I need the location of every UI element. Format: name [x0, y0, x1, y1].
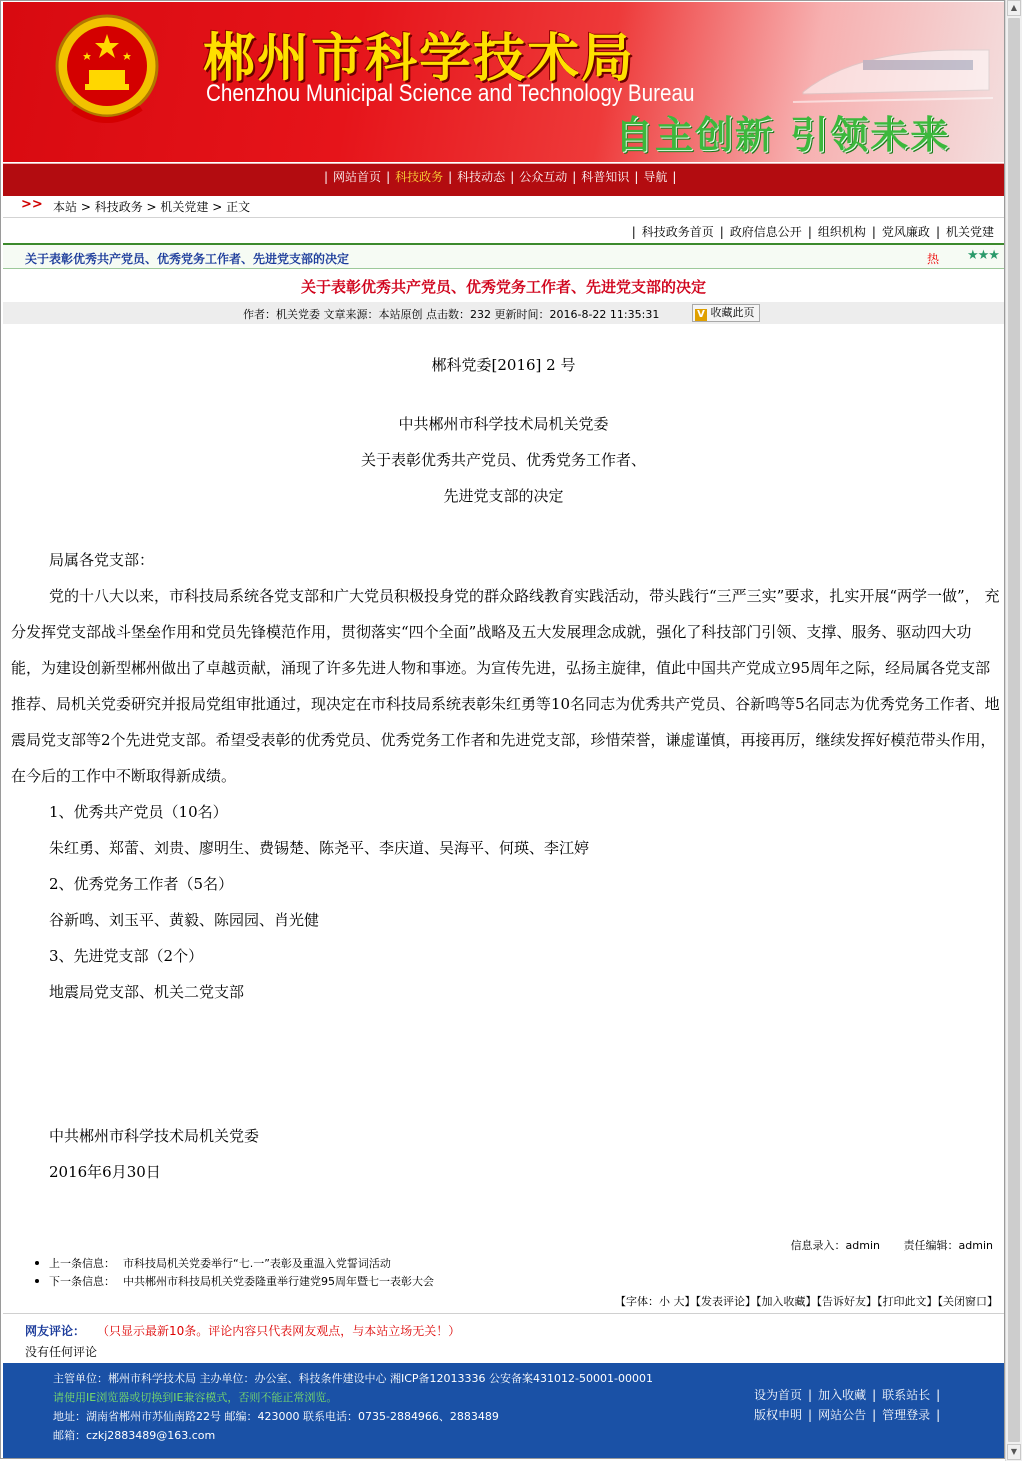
- nav-separator: |: [324, 170, 329, 184]
- comments-section: [3, 1313, 1004, 1364]
- bookmark-label: 收藏此页: [710, 306, 755, 319]
- list1-names: 朱红勇、郑蕾、刘贵、廖明生、费锡楚、陈尧平、李庆道、吴海平、何瑛、李江婷: [49, 839, 590, 857]
- nav-link[interactable]: 公众互动: [519, 170, 568, 184]
- subnav-separator: |: [935, 225, 940, 239]
- divider: [3, 217, 1004, 218]
- article-meta: [3, 302, 1004, 324]
- list3-names: 地震局党支部、机关二党支部: [49, 983, 245, 1001]
- footer-separator: |: [808, 1408, 813, 1422]
- list3-title: 3、先进党支部（2个）: [49, 947, 204, 965]
- hot-badge: 热: [927, 252, 940, 266]
- breadcrumb-separator: >: [208, 200, 227, 214]
- footer-separator: |: [936, 1388, 941, 1402]
- main-nav: [3, 163, 1004, 196]
- next-label: 下一条信息：: [49, 1275, 115, 1288]
- footer-link[interactable]: 网站公告: [818, 1408, 867, 1422]
- subnav-link[interactable]: 科技政务首页: [641, 225, 714, 239]
- next-link[interactable]: 中共郴州市科技局机关党委隆重举行建党95周年暨七一表彰大会: [123, 1275, 434, 1288]
- heading-line: 先进党支部的决定: [443, 487, 564, 505]
- salutation: 局属各党支部：: [49, 551, 155, 569]
- nav-link[interactable]: 科普知识: [581, 170, 630, 184]
- meta-text: 作者：机关党委 文章来源：本站原创 点击数：232 更新时间：2016-8-22 11:35:31: [243, 308, 660, 321]
- subnav-item: [802, 223, 866, 240]
- entry-by: 信息录入：admin: [790, 1239, 881, 1252]
- nav-link[interactable]: 科技政务: [395, 170, 444, 184]
- site-footer: [3, 1363, 1004, 1459]
- article-body: [11, 542, 1001, 1190]
- list2-names: 谷新鸣、刘玉平、黄毅、陈园园、肖光健: [49, 911, 320, 929]
- subnav-separator: |: [631, 225, 636, 239]
- subnav-item: [866, 223, 930, 240]
- strip-title: 关于表彰优秀共产党员、优秀党务工作者、先进党支部的决定: [25, 252, 350, 266]
- subnav-separator: |: [807, 225, 812, 239]
- breadcrumb-item[interactable]: 本站: [53, 200, 78, 214]
- nav-separator: |: [386, 170, 391, 184]
- breadcrumb-separator: >: [77, 200, 95, 214]
- prev-item: [35, 1255, 434, 1273]
- rating-stars-icon: ★★★: [967, 248, 999, 263]
- subnav-separator: |: [871, 225, 876, 239]
- breadcrumb-item[interactable]: 机关党建: [160, 200, 209, 214]
- footer-separator: |: [808, 1388, 813, 1402]
- subnav-item: [626, 223, 714, 240]
- nav-separator: |: [448, 170, 453, 184]
- nav-item: [381, 168, 443, 185]
- comments-empty: 没有任何评论: [25, 1345, 98, 1359]
- footer-link[interactable]: 联系站长: [882, 1388, 931, 1402]
- article-title-strip: [3, 243, 1004, 269]
- footer-line: 主管单位：郴州市科学技术局 主办单位：办公室、科技条件建设中心 湘ICP备12013336 公安备案431012-50001-00001: [53, 1372, 653, 1385]
- scroll-up-icon[interactable]: ▲: [1007, 0, 1021, 16]
- subnav-item: [930, 223, 994, 240]
- subnav-link[interactable]: 党风廉政: [881, 225, 930, 239]
- document-heading: [3, 413, 1004, 521]
- entry-info: [3, 1237, 993, 1253]
- footer-link[interactable]: 管理登录: [882, 1408, 931, 1422]
- nav-item: [629, 168, 681, 185]
- nav-item: [505, 168, 567, 185]
- article-tools[interactable]: 【字体：小 大】【发表评论】【加入收藏】【告诉好友】【打印此文】【关闭窗口】: [615, 1295, 998, 1308]
- spacer: [11, 1010, 1001, 1118]
- nav-link[interactable]: 网站首页: [333, 170, 382, 184]
- national-emblem-icon: [53, 12, 161, 132]
- nav-separator: |: [634, 170, 639, 184]
- heading-line: 关于表彰优秀共产党员、优秀党务工作者、: [360, 451, 646, 469]
- footer-browser-note: 请使用IE浏览器或切换到IE兼容模式，否则不能正常浏览。: [53, 1391, 338, 1404]
- comments-label: 网友评论：: [25, 1324, 86, 1338]
- prev-link[interactable]: 市科技局机关党委举行“七.一”表彰及重温入党誓词活动: [123, 1257, 391, 1270]
- document-date: 2016年6月30日: [49, 1163, 161, 1181]
- comments-note: （只显示最新10条。评论内容只代表网友观点，与本站立场无关！）: [97, 1324, 461, 1338]
- nav-item: [319, 168, 381, 185]
- slogan: 自主创新 引领未来: [615, 113, 951, 157]
- bullet-icon: [35, 1261, 39, 1265]
- footer-email: 邮箱：czkj2883489@163.com: [53, 1429, 216, 1442]
- bookmark-button[interactable]: [692, 304, 760, 322]
- body-paragraph: 党的十八大以来，市科技局系统各党支部和广大党员积极投身党的群众路线教育实践活动，带头践行“三严三实”要求，扎实开展“两学一做”， 充分发挥党支部战斗堡垒作用和党员先锋模范作用，贯彻落实“四个全面”战略及五大发展理念成就，强化了科技部门引领、支撑、服务、驱动四大功能，为建设创新型郴州做出了卓越贡献，涌现了许多先进人物和事迹。为宣传先进，弘扬主旋律，值此中国共产党成立95周年之际，经局属各党支部推荐、局机关党委研究并报局党组审批通过，现决定在市科技局系统表彰朱红勇等10名同志为优秀共产党员、谷新鸣等5名同志为优秀党务工作者、地震局党支部等2个先进党支部。希望受表彰的优秀党员、优秀党务工作者和先进党支部，珍惜荣誉，谦虚谨慎，再接再厉，继续发挥好模范带头作用，在今后的工作中不断取得新成绩。: [11, 587, 1000, 785]
- footer-separator: |: [936, 1408, 941, 1422]
- double-chevron-icon: >>: [21, 197, 43, 212]
- subnav-link[interactable]: 组织机构: [817, 225, 866, 239]
- subnav-item: [714, 223, 802, 240]
- site-title-cn: 郴州市科学技术局: [203, 29, 636, 89]
- scroll-down-icon[interactable]: ▼: [1007, 1444, 1021, 1460]
- bookmark-icon: V: [695, 309, 707, 321]
- site-title-en: Chenzhou Municipal Science and Technology Bureau: [206, 80, 695, 107]
- list1-title: 1、优秀共产党员（10名）: [49, 803, 228, 821]
- footer-separator: |: [872, 1408, 877, 1422]
- signature: 中共郴州市科学技术局机关党委: [49, 1127, 260, 1145]
- footer-info: [53, 1369, 653, 1445]
- footer-link[interactable]: 加入收藏: [818, 1388, 867, 1402]
- nav-separator: |: [672, 170, 677, 184]
- editor: 责任编辑：admin: [903, 1239, 993, 1252]
- footer-separator: |: [872, 1388, 877, 1402]
- footer-link[interactable]: 设为首页: [754, 1388, 803, 1402]
- subnav-link[interactable]: 政府信息公开: [729, 225, 802, 239]
- vertical-scrollbar[interactable]: [1005, 0, 1022, 1461]
- subnav-separator: |: [719, 225, 724, 239]
- heading-line: 中共郴州市科学技术局机关党委: [398, 415, 609, 433]
- footer-line: 地址：湖南省郴州市苏仙南路22号 邮编：423000 联系电话：0735-2884966、2883489: [53, 1410, 499, 1423]
- sub-nav: [3, 220, 1004, 242]
- nav-link[interactable]: 科技动态: [457, 170, 506, 184]
- nav-separator: |: [572, 170, 577, 184]
- prev-label: 上一条信息：: [49, 1257, 115, 1270]
- breadcrumb-item: 正文: [226, 200, 251, 214]
- site-banner: [3, 2, 1004, 162]
- footer-link[interactable]: 版权申明: [754, 1408, 803, 1422]
- footer-links: [754, 1385, 946, 1425]
- subnav-link[interactable]: 机关党建: [945, 225, 994, 239]
- list2-title: 2、优秀党务工作者（5名）: [49, 875, 234, 893]
- nav-separator: |: [510, 170, 515, 184]
- article-title: 关于表彰优秀共产党员、优秀党务工作者、先进党支部的决定: [300, 278, 706, 296]
- next-item: [35, 1273, 434, 1291]
- prev-next-nav: [35, 1255, 434, 1291]
- document-number: 郴科党委[2016] 2 号: [431, 356, 576, 374]
- nav-link[interactable]: 导航: [643, 170, 668, 184]
- nav-item: [443, 168, 505, 185]
- bullet-icon: [35, 1279, 39, 1283]
- train-image-icon: [793, 32, 993, 112]
- nav-item: [567, 168, 629, 185]
- breadcrumb-item[interactable]: 科技政务: [94, 200, 143, 214]
- breadcrumb-separator: >: [142, 200, 161, 214]
- breadcrumb: [3, 196, 1004, 216]
- scroll-thumb[interactable]: [1008, 18, 1020, 1442]
